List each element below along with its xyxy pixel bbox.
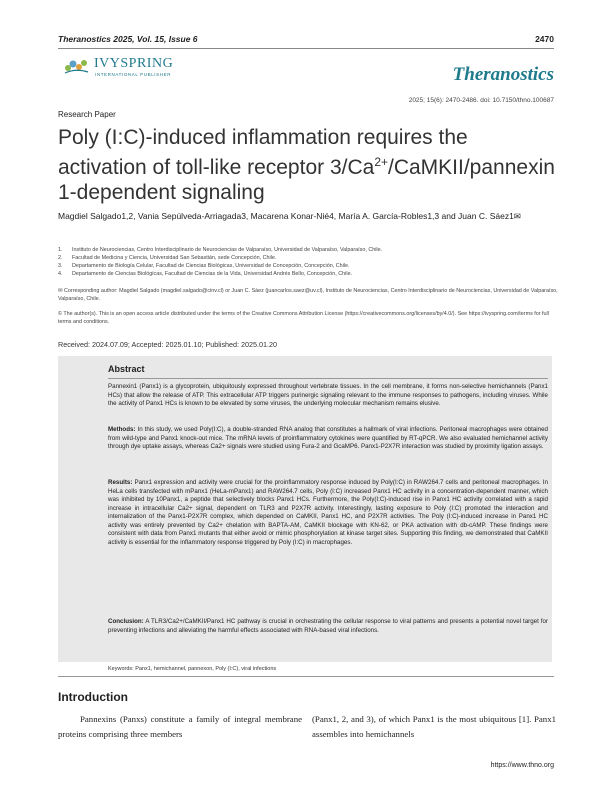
affiliation-item: 4. Departamento de Ciencias Biológicas, Facultad de Ciencias de la Vida, Universidad Andrés Bello, Concepción, Chile. — [58, 271, 353, 277]
doi-line: 2025; 15(6): 2470-2486. doi: 10.7150/thno.100687 — [408, 97, 554, 104]
publication-dates: Received: 2024.07.09; Accepted: 2025.01.10; Published: 2025.01.20 — [58, 340, 277, 349]
ivyspring-leaf-icon — [62, 56, 90, 76]
correspondence: ✉ Corresponding author: Magdiel Salgado (magdiel.salgado@cinv.cl) or Juan C. Sáez (juancarlos.saez@uv.cl), Instituto de Neurociencias, Centro Interdisciplinario de Neurociencias, Universidad de Valparaíso, Valparaíso, Chile. — [58, 288, 558, 302]
affiliation-item: 2. Facultad de Medicina y Ciencia, Universidad San Sebastián, sede Concepción, Chile. — [58, 255, 277, 261]
publisher-logo: IVYSPRING — [94, 56, 174, 71]
intro-left-column: Pannexins (Panxs) constitute a family of integral membrane proteins comprising three members — [58, 714, 302, 739]
intro-right-column: (Panx1, 2, and 3), of which Panx1 is the most ubiquitous [1]. Panx1 assembles into hemichannels — [312, 714, 556, 739]
abstract-divider — [108, 378, 548, 379]
publisher-subtitle: INTERNATIONAL PUBLISHER — [95, 72, 172, 77]
affiliation-item: 3. Departamento de Biología Celular, Facultad de Ciencias Biológicas, Universidad de Concepción, Concepción, Chile. — [58, 263, 350, 269]
page-number: 2470 — [535, 34, 554, 44]
abstract-results: Results: Panx1 expression and activity were crucial for the proinflammatory response induced by Poly(I:C) in RAW264.7 cells and peritoneal macrophages. In HeLa cells transfected with mPanx1 (HeLa-mPanx1) and RAW264.7 cells, Poly (I:C) increased Panx1 HC activity in a concentration-dependent manner, which was inhibited by 10Panx1, a peptide that selectively blocks Panx1 HCs. Furthermore, the Poly(I:C)-induced rise in Panx1 HC activity correlated with a rapid increase in intracellular Ca2+ signal, dependent on TLR3 and P2X7R activity. Interestingly, lasting exposure to Poly (I:C) promoted the interaction and internalization of the Panx1-P2X7R complex, which depended on CaMKII, Panx1 HC, and P2X7R activities. The Poly (I:C)-induced increase in Panx1 HC activity was entirely prevented by Ca2+ chelation with BAPTA-AM, CaMKII blockage with KN-62, or PKA activation with db-cAMP. These findings were consistent with data from Panx1 mutants that either avoid or mimic phosphorylation at kinase target sites. Supporting this finding, we demonstrated that CaMKII activity is essential for the inflammatory response triggered by Poly (I:C) in macrophages. — [108, 479, 548, 546]
keywords-divider — [58, 676, 554, 677]
abstract-methods: Methods: In this study, we used Poly(I:C), a double-stranded RNA analog that constitutes a hallmark of viral infections. Peritoneal macrophages were obtained from wild-type and Panx1 knock-out mice. The mRNA levels of proinflammatory cytokines were quantified by RT-qPCR. We also evaluated hemichannel activity through dye uptake assays, whereas Ca2+ signals were studied using Fura-2 and GcaMP6. Panx1-P2X7R interaction was studied by proximity ligation assays. — [108, 426, 548, 450]
abstract-conclusion: Conclusion: A TLR3/Ca2+/CaMKII/Panx1 HC pathway is crucial in orchestrating the cellular response to viral patterns and presents a potential novel target for preventing infections and alleviating the harmful effects associated with RNA-based viral infections. — [108, 618, 549, 634]
introduction-heading: Introduction — [58, 690, 128, 704]
author-list: Magdiel Salgado1,2, Vania Sepúlveda-Arriagada3, Macarena Konar-Nié4, María A. García-Robles1,3 and Juan C. Sáez1✉ — [58, 211, 521, 221]
keywords: Keywords: Panx1, hemichannel, pannexon, Poly (I:C), viral infections — [108, 666, 277, 672]
journal-logo: Theranostics — [452, 64, 554, 85]
abstract-intro: Pannexin1 (Panx1) is a glycoprotein, ubiquitously expressed throughout vertebrate tissues. In the cell membrane, it forms non-selective hemichannels (Panx1 HCs) that allow the release of ATP. This extracellular ATP triggers purinergic signaling relevant to the immune responses to pathogens, including viruses. While the activity of Panx1 HCs is known to be elevated by some viruses, the underlying molecular mechanism remains elusive. — [108, 383, 548, 407]
header-divider — [58, 48, 554, 49]
paper-title: Poly (I:C)-induced inflammation requires the activation of toll-like receptor $3/Ca^{2+}/CaMKII$/pannexin 1-dependent signaling — [58, 126, 555, 204]
affiliation-item: 1. Instituto de Neurociencias, Centro Interdisciplinario de Neurociencias de Valparaíso, Universidad de Valparaíso, Valparaíso, Chile. — [58, 247, 383, 253]
paper-type: Research Paper — [58, 110, 116, 119]
license-note: © The author(s). This is an open access article distributed under the terms of the Creative Commons Attribution License (https://creativecommons.org/licenses/by/4.0/). See https://ivyspring.com/terms for full terms and conditions. — [58, 311, 549, 325]
journal-url-link[interactable]: https://www.thno.org — [490, 762, 554, 769]
journal-citation: Theranostics 2025, Vol. 15, Issue 6 — [58, 34, 198, 44]
abstract-heading: Abstract — [108, 364, 145, 374]
affiliations — [58, 246, 558, 278]
